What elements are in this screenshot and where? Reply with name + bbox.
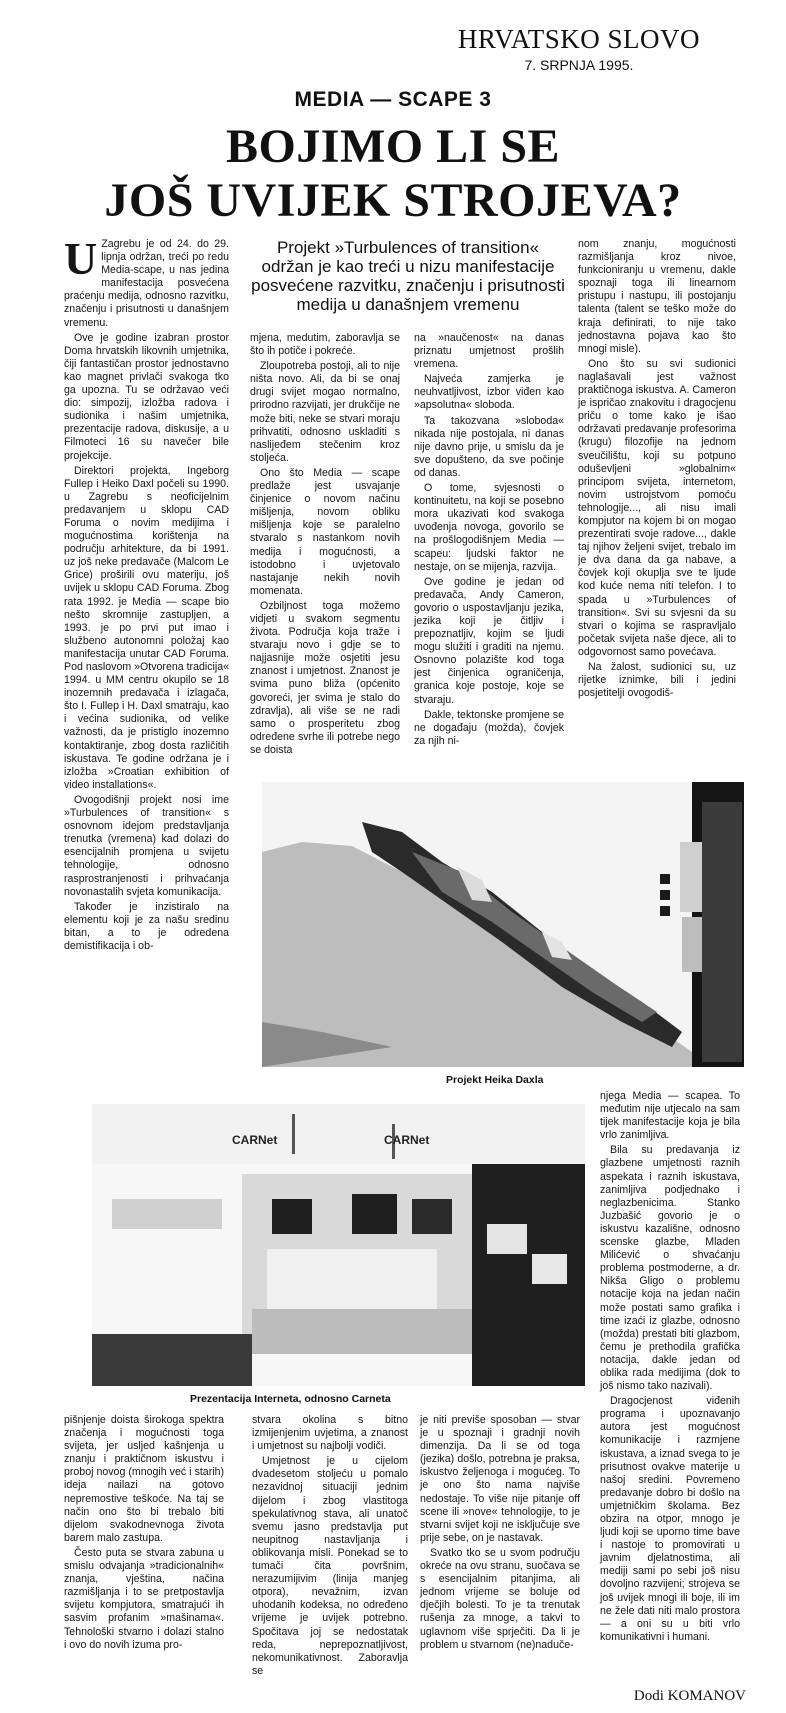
column-paragraph: U Zagrebu je od 24. do 29. lipnja održan, treći po redu Media-scape, u nas jedina manifestacija posvećena praćenju medija, odnosno razvitku, značenju i prisutnosti u današnjem vremenu. (64, 233, 229, 329)
column-paragraph: Na žalost, sudionici su, uz rijetke iznimke, bili i jedini posjetitelji ovogodiš- (578, 661, 736, 700)
column-paragraph: Zloupotreba postoji, ali to nije ništa novo. Ali, da bi se onaj drugi svijet mogao normalno, prirodno razvijati, jer drukčije ne može biti, neke se stvari moraju prihvatiti, odnosno uskladiti s naslijeđem stečenim kroz stoljeća. (250, 360, 400, 464)
carnet-sign-right: CARNet (384, 1133, 430, 1147)
column-paragraph: Ove je godine izabran prostor Doma hrvatskih likovnih umjetnika, čiji fantastičan prostor jednostavno kao magnet privlači svakoga tko ga upozna. Tu se održavao veći dio: simpozij, izložba radova i sudionika i našim umjetnika, prezentacije radova, diskusije, a u Filmoteci 16 su navečer bile projekcije. (64, 331, 229, 462)
carnet-sign-left: CARNet (232, 1133, 278, 1147)
column-paragraph: na »naučenost« na danas priznatu umjetnost prošlih vremena. (414, 332, 564, 371)
article-column-3 (414, 332, 564, 772)
issue-date: 7. SRPNJA 1995. (524, 57, 634, 73)
article-column-2 (250, 332, 400, 772)
column-paragraph: mjena, medutim, zaboravlja se što ih potiče i pokreće. (250, 332, 400, 358)
column-paragraph: Direktori projekta, Ingeborg Fullep i Heiko Daxl počeli su 1990. u Zagrebu s neoficijelnim predavanjem u sklopu CAD Foruma o novim medijima i mogućnostima korištenja na području arhitekture, da bi 1991. uz još neke predavače (Malcom Le Grice) proširili ovu materiju, još uvijek u sklopu CAD Foruma. Zbog rata 1992. je Media — scape bio nešto skromnije zastupljen, a 1993. je po prvi put imao i službeno autonomni položaj kao manifestacija unutar CAD Foruma. Pod naslovom »Otvorena tradicija« 1994. u MM centru okupilo se 18 inozemnih predavača i izlagača, što I. Fullep i H. Daxl smatraju, kao i većina sudionika, od velike važnosti, da je pristiglo inozemno kontaktiranje, zbog dosta različitih iskustava. Te godine održana je i izložba »Croatian exhibition of video installations«. (64, 464, 229, 791)
photo-heiko-daxl-project (262, 782, 744, 1067)
article-column-1 (64, 233, 229, 1003)
photo-internet-presentation (92, 1104, 585, 1386)
article-deck: Projekt »Turbulences of transition« održan je kao treći u nizu manifestacije posvećene razvitku, značenju i prisutnosti medija u današnjem vremenu (251, 238, 565, 314)
author-signature: Dodi KOMANOV (633, 1688, 746, 1704)
column-paragraph: Ove godine je jedan od predavača, Andy Cameron, govorio o uspostavljanju jezika, jezika koji je čitljiv i prepoznatljiv, kojim se ljudi mogu služiti i graditi na njemu. Osnovno polazište kod toga jest činjenica ograničenja, granica koje postoje, koje se stvaraju. (414, 575, 564, 706)
column-paragraph: stvara okolina s bitno izmijenjenim uvjetima, a znanost i umjetnost su najbolji vodiči. (252, 1414, 408, 1453)
article-column-4 (578, 238, 736, 772)
column-paragraph: Također je inzistiralo na elementu koji je za našu sredinu bitan, a to je odredena demistifikacija i ob- (64, 900, 229, 952)
article-column-6 (64, 1414, 224, 1704)
headline (0, 120, 786, 228)
column-paragraph: Ozbiljnost toga možemo vidjeti u svakom segmentu života. Područja koja traže i stvaraju novo i gdje se to najjasnije može osjetiti jesu znanost i umjetnost. Znanost je svima puno bliža (općenito govoreći, jer svima je stalo do zdravlja), ali više se ne radi samo o prosperitetu zbog određene svrhe ili potrebe nego se doista (250, 599, 400, 756)
column-paragraph: Dakle, tektonske promjene se ne događaju (možda), čovjek za njih ni- (414, 708, 564, 747)
article-column-8 (420, 1414, 580, 1704)
column-paragraph: Ovogodišnji projekt nosi ime »Turbulences of transition« s osnovnom idejom predstavljanja trenutka (vremena) kad dolazi do esencijalnih promjena u svijetu tehnologije, odnosno rasprostranjenosti i prihvaćanja novonastalih svjeta komunikacija. (64, 793, 229, 898)
column-paragraph: Ono što su svi sudionici naglašavali jest važnost praktičnoga iskustva. A. Cameron je ispričao znakovitu i dragocjenu priču o tome kako je išao održavati predavanje profesorima (krugu) filozofije na jednom sveučilištu, koji su potpuno oduševljeni »globalnim« principom svijeta, internetom, novim ustrojstvom pomoću tehnologije..., ali nisu imali kompjutor na kojem bi on mogao prezentirati svoje radove..., dakle taj njihov željeni svijet, trebalo im je dva dana da ga nabave, a čovjek koji okuplja sve te ljude kod kuće nema niti telefon. I to spada u »Turbulences of transition«. Svi su svjesni da su stvari o kojima se raspravljalo početak svijeta naše djece, ali to odgovornost samo povećava. (578, 357, 736, 658)
column-paragraph: je niti previše sposoban — stvar je u spoznaji i gradnji novih dimenzija. Da li se od toga (jezika) došlo, potrebna je praksa, iskustvo željenoga i mogućeg. To je ono što nama najviše nedostaje. To više nije pitanje off scene ili »nove« tehnologije, to je stvarni svijet koji ne isključuje sve prije sebe, on je nastavak. (420, 1414, 580, 1544)
headline-line-2: JOŠ UVIJEK STROJEVA? (104, 174, 682, 227)
column-paragraph: njega Media — scapea. To međutim nije utjecalo na sam tijek manifestacije koja je bila vrlo zanimljiva. (600, 1090, 740, 1142)
column-paragraph: Bila su predavanja iz glazbene umjetnosti raznih aspekata i raznih iskustava, zanimljiva podjednako i neglazbenicima. Stanko Juzbašić govorio je o iskustvu kazališne, odnosno scenske glazbe, Mladen Milićević o shvaćanju problema postmoderne, a dr. Nikša Gligo o problemu notacije koja na jedan način može postati samo grafika i time izaći iz glazbe, odnosno (možda) prestati biti glazbom, čemu je prethodila grafička notacija, dakle jedan od oblika rada medijima (dok to još nismo tako nazivali). (600, 1144, 740, 1393)
series-kicker: MEDIA — SCAPE 3 (294, 88, 492, 111)
article-column-7 (252, 1414, 408, 1704)
column-paragraph: Često puta se stvara zabuna u smislu odvajanja »tradicionalnih« znanja, vještina, načina razmišljanja i to se pretpostavlja svijetu kompjutora, smatrajući ih sasvim profanim »mašinama«. Tehnološki stvarno i dolazi stalno i ovo do novih izuma pro- (64, 1546, 224, 1651)
column-paragraph: Ta takozvana »sloboda« nikada nije postojala, ni danas nije davno prije, u smislu da je sve dopušteno, da sve počinje od danas. (414, 414, 564, 479)
column-paragraph: Ono što Media — scape predlaže jest usvajanje činjenice o novom načinu mišljenja, novom obliku mišljenja koje se paralelno stvaralo s nastankom novih medija i mogućnosti, a istodobno i uvjetovalo nastajanje nekih novih momenata. (250, 466, 400, 597)
article-column-5 (600, 1090, 740, 1643)
caption-photo-2: Prezentacija Interneta, odnosno Carneta (190, 1393, 391, 1405)
caption-photo-1: Projekt Heika Daxla (446, 1074, 544, 1086)
carnet-presentation-image (92, 1104, 585, 1386)
column-paragraph: Svatko tko se u svom području okreće na ovu stranu, suočava se s esencijalnim pitanjima, ali jednom vrijeme se boluje od dječjih bolesti. To je ta trenutak rušenja za mnoge, a takvi to uglavnom više sprječiti. Da li je problem u stvarnom (ne)naduče- (420, 1546, 580, 1651)
column-paragraph: O tome, svjesnosti o kontinuitetu, na koji se posebno mora ukazivati kod svakoga uvođenja novoga, govorilo se na prošlogodišnjem Media — scapeu: ljudski faktor ne nestaje, on se mijenja, razvija. (414, 482, 564, 573)
installation-photo-image (262, 782, 744, 1067)
column-paragraph: Dragocjenost viđenih programa i upoznavanjo autora jest mogućnost komunikacije i razmjene iskustava, a iznad svega to je prisutnost ovakve materije u našoj sredini. Povremeno predavanje dobro bi došlo na umjetničkim školama. Bez obzira na otpor, mnogo je ljudi koji se uporno time bave i nastoje to promovirati u javnim djelatnostima, ali mediji sami po sebi još nisu dovoljno razvijeni; strojeva se još uvijek mnogi ili boje, ili im ne žele dati niti malo prostora — a oni su u biti vrlo komunikativni i humani. (600, 1395, 740, 1643)
drop-cap: U (64, 233, 98, 284)
column-paragraph: pišnjenje doista širokoga spektra značenja i mogućnosti toga svijeta, jer usljed kašnjenja u znanju i praktičnom iskustvu i proboj novog (mnogih već i starih) ideja nailazi na gotovo nepremostive teškoće. Na taj se način ono što bi trebalo biti dijelom svakodnevnoga života barem malo zastupa. (64, 1414, 224, 1544)
column-paragraph: Najveća zamjerka je neuhvatljivost, izbor viđen kao »apsolutna« sloboda. (414, 373, 564, 412)
column-paragraph: Umjetnost je u cijelom dvadesetom stoljeću u pomalo nezavidnoj situaciji jednim dijelom i zbog vlastitoga spekulativnog stava, ali unatoč svemu jasno predstavlja put neupitnog nastavljanja i oblikovanja misli. Ponekad se to tumači čita površnim, nerazumijivim (linija manjeg otpora), nevažnim, izvan uhodanih kodeksa, no određeno vrijeme je uvijek potrebno. Spočitava joj se nedostatak reda, neprepoznatljivost, nekomunikativnost. Zaboravlja se (252, 1455, 408, 1677)
masthead (458, 24, 700, 73)
headline-line-1: BOJIMO LI SE (225, 120, 561, 173)
column-paragraph: nom znanju, mogućnosti razmišljanja kroz nivoe, funkcioniranju u vremenu, dakle spoznaji toga ili linearnom pristupu i nastupu, ili postojanju talenta (talent se teško može do kraja definirati, to nije tako jednostavna pojava kao što mnogi misle). (578, 238, 736, 355)
newspaper-title: HRVATSKO SLOVO (457, 24, 700, 54)
